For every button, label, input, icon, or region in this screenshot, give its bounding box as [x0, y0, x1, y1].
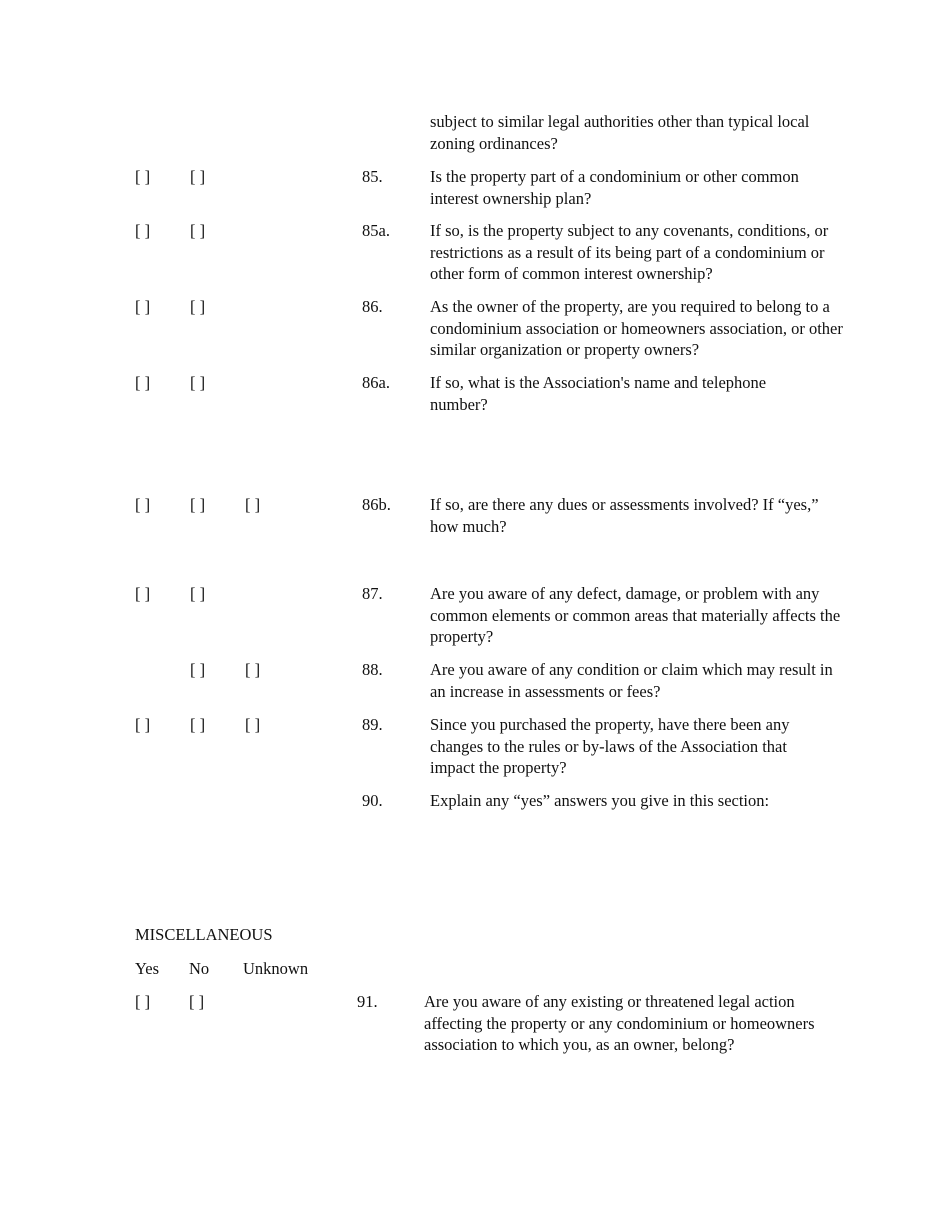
q86b-no-checkbox[interactable]: [ ]: [190, 495, 206, 514]
continued-question-text: subject to similar legal authorities other than typical local zoning ordinances?: [430, 112, 810, 153]
q85-no-checkbox[interactable]: [ ]: [190, 167, 206, 186]
q87-text: Are you aware of any defect, damage, or problem with any common elements or common areas that materially affects the property?: [430, 584, 841, 646]
q88-unknown-checkbox[interactable]: [ ]: [245, 660, 261, 679]
q91-no-checkbox[interactable]: [ ]: [189, 992, 205, 1011]
q89-unknown-checkbox[interactable]: [ ]: [245, 715, 261, 734]
q86-text: As the owner of the property, are you required to belong to a condominium association or homeowners association, or other similar organization or property owners?: [430, 297, 843, 359]
q90-number: 90.: [362, 791, 383, 810]
q85a-number: 85a.: [362, 221, 390, 240]
q86b-yes-checkbox[interactable]: [ ]: [135, 495, 151, 514]
q86a-text: If so, what is the Association's name and telephone number?: [430, 373, 767, 414]
q87-no-checkbox[interactable]: [ ]: [190, 584, 206, 603]
q89-text: Since you purchased the property, have there been any changes to the rules or by-laws of the Association that impact the property?: [430, 715, 790, 777]
q88-no-checkbox[interactable]: [ ]: [190, 660, 206, 679]
q85a-no-checkbox[interactable]: [ ]: [190, 221, 206, 240]
q85-number: 85.: [362, 167, 383, 186]
q87-number: 87.: [362, 584, 383, 603]
q85-text: Is the property part of a condominium or other common interest ownership plan?: [430, 167, 799, 208]
q86a-yes-checkbox[interactable]: [ ]: [135, 373, 151, 392]
q86-no-checkbox[interactable]: [ ]: [190, 297, 206, 316]
q90-text: Explain any “yes” answers you give in this section:: [430, 791, 770, 810]
q91-yes-checkbox[interactable]: [ ]: [135, 992, 151, 1011]
q89-yes-checkbox[interactable]: [ ]: [135, 715, 151, 734]
q88-number: 88.: [362, 660, 383, 679]
q89-number: 89.: [362, 715, 383, 734]
q87-yes-checkbox[interactable]: [ ]: [135, 584, 151, 603]
q89-no-checkbox[interactable]: [ ]: [190, 715, 206, 734]
q85a-text: If so, is the property subject to any covenants, conditions, or restrictions as a result of its being part of a condominium or other form of common interest ownership?: [430, 221, 829, 283]
q91-number: 91.: [357, 992, 378, 1011]
q86b-text: If so, are there any dues or assessments involved? If “yes,” how much?: [430, 495, 819, 536]
q86-number: 86.: [362, 297, 383, 316]
q88-text: Are you aware of any condition or claim which may result in an increase in assessments or fees?: [430, 660, 833, 701]
column-header-no: No: [189, 959, 210, 978]
q85a-yes-checkbox[interactable]: [ ]: [135, 221, 151, 240]
q91-text: Are you aware of any existing or threatened legal action affecting the property or any condominium or homeowners association to which you, as an owner, belong?: [424, 992, 815, 1054]
column-header-unknown: Unknown: [243, 959, 309, 978]
q86a-no-checkbox[interactable]: [ ]: [190, 373, 206, 392]
q86-yes-checkbox[interactable]: [ ]: [135, 297, 151, 316]
column-header-yes: Yes: [135, 959, 160, 978]
q86b-unknown-checkbox[interactable]: [ ]: [245, 495, 261, 514]
q86a-number: 86a.: [362, 373, 390, 392]
section-heading-miscellaneous: MISCELLANEOUS: [135, 925, 273, 944]
q86b-number: 86b.: [362, 495, 391, 514]
q85-yes-checkbox[interactable]: [ ]: [135, 167, 151, 186]
